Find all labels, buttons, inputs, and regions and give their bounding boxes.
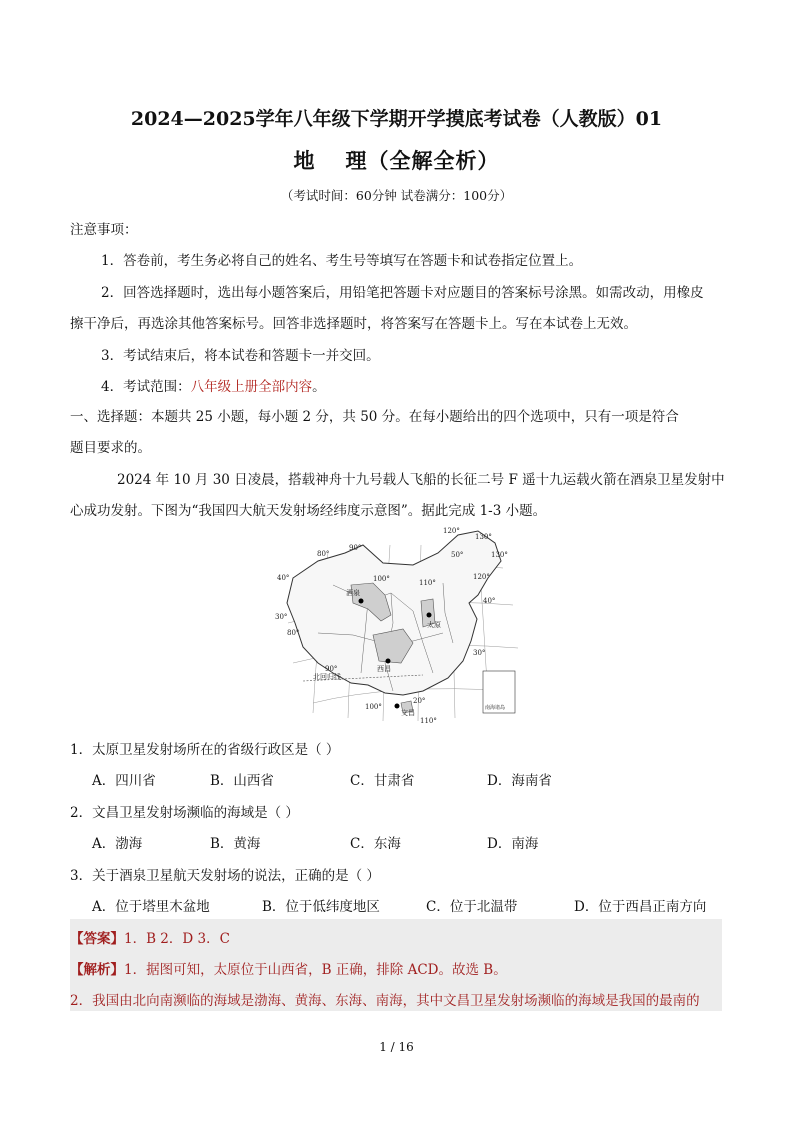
- analysis-tag: 【解析】: [70, 962, 124, 978]
- analysis-text-1: 1．据图可知，太原位于山西省，B 正确，排除 ACD。故选 B。: [124, 962, 507, 978]
- lon-label-90-bottom: 90°: [325, 665, 338, 673]
- wenchang-dot: [395, 704, 400, 709]
- lon-label-120-top: 120°: [443, 527, 460, 535]
- question-2-option-d: D．南海: [487, 836, 539, 852]
- answer-line: [70, 927, 230, 947]
- question-1-option-a: A．四川省: [92, 773, 156, 789]
- question-1-option-c: C．甘肃省: [350, 773, 415, 789]
- taiyuan-dot: [427, 613, 432, 618]
- lon-label-120-right: 120°: [473, 573, 490, 581]
- question-1-option-d: D．海南省: [487, 773, 552, 789]
- taiyuan-label: 太原: [427, 621, 441, 629]
- lat-label-40-right: 40°: [483, 597, 496, 605]
- lon-label-130-right: 130°: [491, 551, 508, 559]
- intro-line2: 心成功发射。下图为“我国四大航天发射场经纬度示意图”。据此完成 1-3 小题。: [70, 503, 547, 519]
- wenchang-label: 文昌: [401, 709, 415, 717]
- question-3-option-c: C．位于北温带: [426, 899, 518, 915]
- exam-info: （考试时间：60分钟 试卷满分：100分）: [280, 188, 513, 203]
- question-3-stem: 3．关于酒泉卫星航天发射场的说法，正确的是（ ）: [70, 868, 380, 884]
- note-item-2-line1: 2．回答选择题时，选出每小题答案后，用铅笔把答题卡对应题目的答案标号涂黑。如需改动，用橡皮: [101, 285, 704, 301]
- question-3-option-a: A．位于塔里木盆地: [92, 899, 210, 915]
- answer-tag: 【答案】: [70, 931, 124, 947]
- xichang-dot: [386, 659, 391, 664]
- question-2-stem: 2．文昌卫星发射场濒临的海域是（ ）: [70, 805, 299, 821]
- page-number: 1 / 16: [379, 1040, 414, 1054]
- question-3-option-d: D．位于西昌正南方向: [574, 899, 707, 915]
- question-3-option-b: B．位于低纬度地区: [262, 899, 380, 915]
- lon-label-110-bottom: 110°: [420, 717, 437, 723]
- lon-label-110-top: 110°: [419, 579, 436, 587]
- answer-text: 1．B 2．D 3．C: [124, 931, 230, 947]
- subject-char: 地: [293, 148, 316, 173]
- analysis-line2: 2．我国由北向南濒临的海域是渤海、黄海、东海、南海，其中文昌卫星发射场濒临的海域是我国的最南的: [70, 993, 700, 1009]
- section-heading-line2: 题目要求的。: [70, 440, 151, 456]
- subject-title: [0, 145, 793, 175]
- question-1-option-b: B．山西省: [210, 773, 274, 789]
- note-item-2-line2: 擦干净后，再选涂其他答案标号。回答非选择题时，将答案写在答题卡上。写在本试卷上无效。: [70, 316, 637, 332]
- subject-rest: 理（全解全析）: [345, 148, 500, 173]
- exam-scope: 八年级上册全部内容: [190, 379, 313, 395]
- jiuquan-dot: [359, 599, 364, 604]
- question-2-option-a: A．渤海: [92, 836, 143, 852]
- lat-label-50-right: 50°: [451, 551, 464, 559]
- inset-label: 南海诸岛: [485, 705, 506, 711]
- note-item-4: [101, 375, 326, 395]
- intro-line1: 2024 年 10 月 30 日凌晨，搭载神舟十九号载人飞船的长征二号 F 遥十九运载火箭在酒泉卫星发射中: [117, 472, 725, 488]
- question-2-option-b: B．黄海: [210, 836, 261, 852]
- lat-label-20-right: 20°: [413, 697, 426, 705]
- analysis-line1: [70, 958, 507, 978]
- lon-label-100-bottom: 100°: [365, 703, 382, 711]
- lon-label-90-top: 90°: [349, 544, 362, 552]
- lon-label-130-top: 130°: [475, 533, 492, 541]
- note-item-4-suffix: 。: [312, 379, 326, 395]
- lon-label-100-top: 100°: [373, 575, 390, 583]
- lat-label-30-right: 30°: [473, 649, 486, 657]
- lon-label-80-left: 80°: [287, 629, 300, 637]
- lon-label-80-top: 80°: [317, 550, 330, 558]
- question-1-stem: 1．太原卫星发射场所在的省级行政区是（ ）: [70, 742, 340, 758]
- section-heading-line1: 一、选择题：本题共 25 小题，每小题 2 分，共 50 分。在每小题给出的四个选项中，只有一项是符合: [70, 409, 679, 425]
- page-title: 2024—2025学年八年级下学期开学摸底考试卷（人教版）01: [130, 108, 663, 130]
- notes-heading: 注意事项：: [70, 222, 138, 238]
- launch-site-map: [273, 523, 522, 723]
- lat-label-40-left: 40°: [277, 574, 290, 582]
- question-2-option-c: C．东海: [350, 836, 401, 852]
- lat-label-30-left: 30°: [275, 613, 288, 621]
- xichang-label: 西昌: [377, 665, 391, 673]
- tropic-label: 北回归线: [313, 673, 341, 681]
- note-item-1: 1．答卷前，考生务必将自己的姓名、考生号等填写在答题卡和试卷指定位置上。: [101, 253, 583, 269]
- jiuquan-label: 酒泉: [346, 589, 360, 597]
- note-item-4-prefix: 4．考试范围：: [101, 379, 191, 395]
- note-item-3: 3．考试结束后，将本试卷和答题卡一并交回。: [101, 348, 380, 364]
